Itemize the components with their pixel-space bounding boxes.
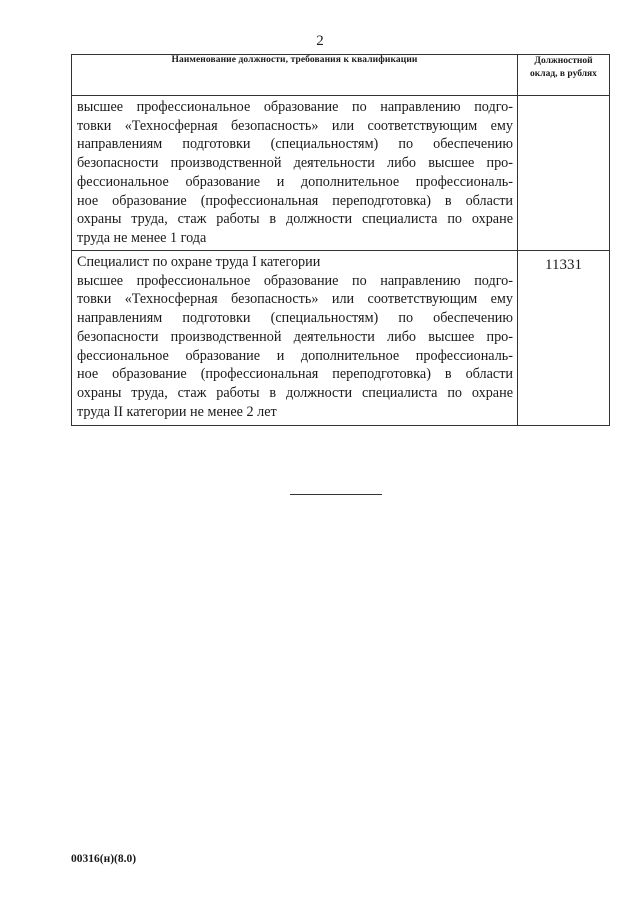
salary-cell [518, 251, 610, 426]
text-line: ное образование (профессиональная переподготовка) в области [77, 366, 513, 383]
text-line: высшее профессиональное образование по направлению подго- [77, 272, 513, 289]
text-line: безопасности производственной деятельности либо высшее про- [77, 328, 513, 345]
text-line: труда не менее 1 года [77, 229, 207, 246]
position-cell [72, 96, 518, 251]
table-row [72, 96, 610, 251]
header-position-requirements: Наименование должности, требования к квалификации [72, 55, 518, 96]
separator-line [290, 494, 382, 495]
table-row [72, 251, 610, 426]
text-line: товки «Техносферная безопасность» или соответствующим ему [77, 291, 513, 308]
page-number: 2 [316, 33, 324, 49]
salary-value: 11331 [545, 257, 582, 273]
table-header-row [72, 55, 610, 96]
staff-table [71, 54, 610, 426]
document-code: 00316(н)(8.0) [71, 853, 137, 865]
text-line: фессиональное образование и дополнительное профессиональ- [77, 173, 513, 190]
text-line: направлениям подготовки (специальностям) по обеспечению [77, 136, 513, 153]
header-salary [518, 55, 610, 96]
text-line: безопасности производственной деятельности либо высшее про- [77, 155, 513, 172]
position-cell [72, 251, 518, 426]
text-line: охраны труда, стаж работы в должности специалиста по охране [77, 211, 513, 228]
salary-cell [518, 96, 610, 251]
text-line: товки «Техносферная безопасность» или соответствующим ему [77, 117, 513, 134]
salary-value [518, 96, 609, 102]
text-line: труда II категории не менее 2 лет [77, 403, 277, 420]
text-line: направлениям подготовки (специальностям) по обеспечению [77, 310, 513, 327]
text-line: высшее профессиональное образование по направлению подго- [77, 99, 513, 115]
text-line: ное образование (профессиональная переподготовка) в области [77, 192, 513, 209]
position-title: Специалист по охране труда I категории [77, 254, 321, 270]
header-salary-line1: Должностной [534, 56, 593, 66]
header-salary-line2: оклад, в рублях [530, 69, 597, 79]
text-line: фессиональное образование и дополнительное профессиональ- [77, 347, 513, 364]
text-line: охраны труда, стаж работы в должности специалиста по охране [77, 384, 513, 401]
